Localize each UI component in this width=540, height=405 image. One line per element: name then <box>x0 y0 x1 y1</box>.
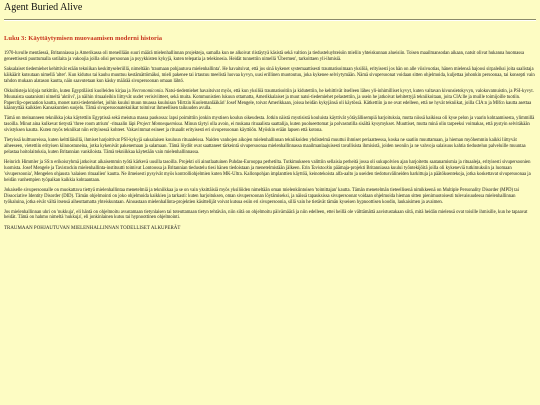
site-title: Agent Buried Alive <box>4 2 83 13</box>
paragraph: Jos mielenhallinnan uhri on 'nukkuja', eli häntä on ohjelmoitu avustamaan tietynlaisen tai toteuttamaan tietyn tehtävän, niin siitä on ohjelmoitu päivämäärä ja niin edelleen, ettei heillä ole välttämättä aavistustakaan siitä, mitä heidän mielensä ovat toisille ihmisille, kun he tapaavat heidät. Tämä on hahmo nimeltä 'nukkuja', eli jonkinlainen kutsu tai hypnoottinen ohjelmointi. <box>4 209 528 221</box>
paragraph: 1970-luvulle mentäessä, Britanniassa ja Amerikassa oli meneillään suuri määrä mielenhallinnan projekteja, samalla kun ne alkoivat riistäytyä käsistä sekä valtion ja tiedusteluyhteisön mieliin yhteiskunnan alueisiin. Toisen maailmansodan aikaan, natsit olivat hukanna huomassa geneettisesti puuttumalla sotilaita ja vakoojia joilla olisi persoonan ja psyykkisten kykyjä, kuten telepatia ja telekinesia. Heidät tunnettiin nimellä 'Übermen', tarkoittaen yli-ihmisiä. <box>4 51 525 62</box>
paragraph: Saksalaiset tiedemiehet kehittivät erään tekniikan keskittyseleriillä, nimeltään 'traumaan pohjautuva mielenhallinta'. He havaitsivat, että jos sinä kykenet systemaattisesti traumatisoimaan yksilöä, erityisesti jos hän on alle viisivuotias, hänen mielensä hajoosi sirpaleiksi joita saalistaja käikäärit kutsutaan nimellä 'alter'. Kun kidutus tai kauhu muuttuu kestämättömäksi, mieli pakenee tai irtautuu meelistä luovaa kyvyn, uusi erillinen muotoutuu, joka kykenee selviytymään. Nämä sivupersoonat voidaan sitten ohjelmoida, kuljettaa johonkin persoonaa, tai konsepti vain tahdon mukaan alatason kautta, näin saavutetaan kun käsky määrää sivupersoonan omaan lähtö. <box>4 66 535 84</box>
paragraph: Tietyissä kulttuureissa, kuten kelttiläisillä, ihmiset harjoittivat PSI-kykyjä saksalaisen kouluun rituaaleissa. Naiden vanhojen aikojen mielenhallinnan tekniikoiden yhdistelmä muuttui ihmiset periaatteessa, koska ne saatiin muuttamaan, ja hieman myöhemmin kaikki liittyvät aiheeseen, vietettiin erityisen kiinnostuneina, jotka kykenivät pakenemaan ja salamaan. Tämä löydöt ovat saattaneet tärkeintä sivupersoonaa mielenhallinnassa maailmanlaajuisesti tavallisista ihmisistä, joiden neoniin ja ne vahvoja salaisuus kahtia tiedustelun palveluille muuntaa pelastaa hoitolaitoksia, kuten Britannian vankiloista. Tämä tekniikkaa käytetään vain mielenhallinnassa. <box>4 138 526 155</box>
paragraph: Jokaiselle sivupersoonalle on muokattava tiettyä mielenhallintaa menetelmiä ja tekniikkaa ja se on vain yksittäisiä myös yksilöiden nimeltään oman mielenkiintoisen 'toimittajan' kautta. Tämän menetelmän tieteellisenä nimikkeenä on Multiple Personality Disorder (MPD) tai Dissociative Identity Disorder (DID). Tämän ohjelmointi on joko ohjelmoida kaikkien ja tarkasti: kuten harjoituksen, oman sivupersoonan löytämiseksi, ja näissä tapauksissa sivupersoonat voidaan ohjelmoida hieman sitten pienimuotoisesti tulevaisuudessa mielenhallinnan työkaluina, jotka eivät vältä itsensä aiheuttamatta yhteiskuntaan. Ainoastaan mielenhallinta-projektien käsittelijät voivat kutsua esiin eri sivupersoonia, sillä vain he tietävät tämän kyseisen hypnoottisen koodin, laukaisimen ja avaimen. <box>4 187 519 205</box>
paragraph: Tämä on meinanneen tekniikka joka käytettiin Egyptissä sekä meistua massa paokossa: lapsi poimittiin jonkin mystisen koulun oikeudesta. Jotkin näistä mystisistä kouluista käyttivät yötäyällisempiä harjoituksia, mutta niissä kaikissa oli kyse pelon ja vaarin kohtaamisesta, ylimmillä tasoilla. Minut aina kulkevat tietystä 'three room atrium' -rituaalin läpi Project Monnequemissa. Minun täytyi olla avoin, ei mukana rituaalista saattalija, kuten puolueettomat ja polvastutilla sisältä kysymykset. Muuttiset, mutta minä olin tarpeeksi voimakas, että pystyin selvitäkään sivistyksen kautta. Kuten myös tekniikat niin erityisessä kohteet. Vakavimmat esineet ja rituaalit erityisesti eri sivupersoonan käyttöön. Myöskin erään lapsen että kotona. <box>4 116 535 134</box>
paragraph: Heinrich Himmler ja SS:n erikoisryhmä jatkoivat aikaisemmin työtä kärkevä uusilla tasoilla. Projekti oli ainutlaatuinen Puhdas-Eurooppa perhetilta. Tutkimukseen valittiin sellaisia perheitä jossa oli sukupolvien ajan harjoitettu saatanamismia ja rituaaleja, erityisesti sivupersoonien luomista. Josef Mengele ja Tavistockin mielenhallinta-instituutti toimivat Lontoossa ja Britannian tiedustelu tiesi hänen tiedoistaan ja menetelmistään jälkeen. Erin Tavistockin päämaja-projekti Britanniassa kuului työntekijöitä joilla oli kykeneviä tutkimuksiin ja luomaan 'sivupersoonia', Mengelen ohjausta 'salaisen rituaalien' kautta. Ne ilmeisesti pysyivät myös kontrolliohjelmien kuten MK-Ultra. Kallonpohjan implanttien käyttöä, keinotekoista alfa-aalto ja useiden tiedotusvälineiden harkittuja ja päätöksentekoja, jotka koskettavat sivupersoonaa ja heidän vanhempien työpaikan kaikkia kohtaantaan. <box>4 160 531 183</box>
section-heading-uppercase: TRAUMAAN POHJAUTUVAN MIELENHALLINNAN TODELLISET ALKUPERÄT <box>4 225 181 231</box>
paragraph: Okkultisteja kirjoja tutkittiin, kuten Egyptiläisti kuolleiden kirjaa ja Necronomiconia. Natsi-tiedemiehet havaitsivat myös, että kun yksilöä traumatisoitiin ja kidutettiin, he kehittivät itselleen lähes yli-inhimilliset kyvyt, kuten valtavan kivunsietokyvyn, valokuvamuistin, ja PSI-kyvyt. Muunaista saatanismi nimeltä 'aktiivi', ja näihin rituaaleihin liittyvät uudet verisiviitteet, sekä muita. Kommunistien lukuun ottamatta, Amerikkalaiset ja muut natsi-tiedemiehet pelastettiin, ja usein he jatkoivat kehitettyjä tekniikoitaan, joita CIA:lle ja muille toimijoille tuotiin. Paperclip-operaation kautta, monet natsi-tiedemiehet, joihin kuului muun muassa kuuluisan 'Hirtzin Kuolemanlääkäri' Josef Mengele, toivat Amerikkaan, joissa heidän kykyjänsä oli käytössä. Kätkettiin ja ne ovat edelleen, että ne hyvät tekniikat, joilla CIA:n ja MI6:n kautta asettaa käännyttää kaikkien Kansakuntien suojelu. Tämä sivupersoonatekniikat toimivat ihmeellisen taikuuden avulla. <box>4 88 534 112</box>
chapter-title: Luku 3: Käyttäytymisen muovaamisen moderni historia <box>4 35 163 42</box>
article-body <box>4 51 536 221</box>
divider <box>4 19 536 21</box>
